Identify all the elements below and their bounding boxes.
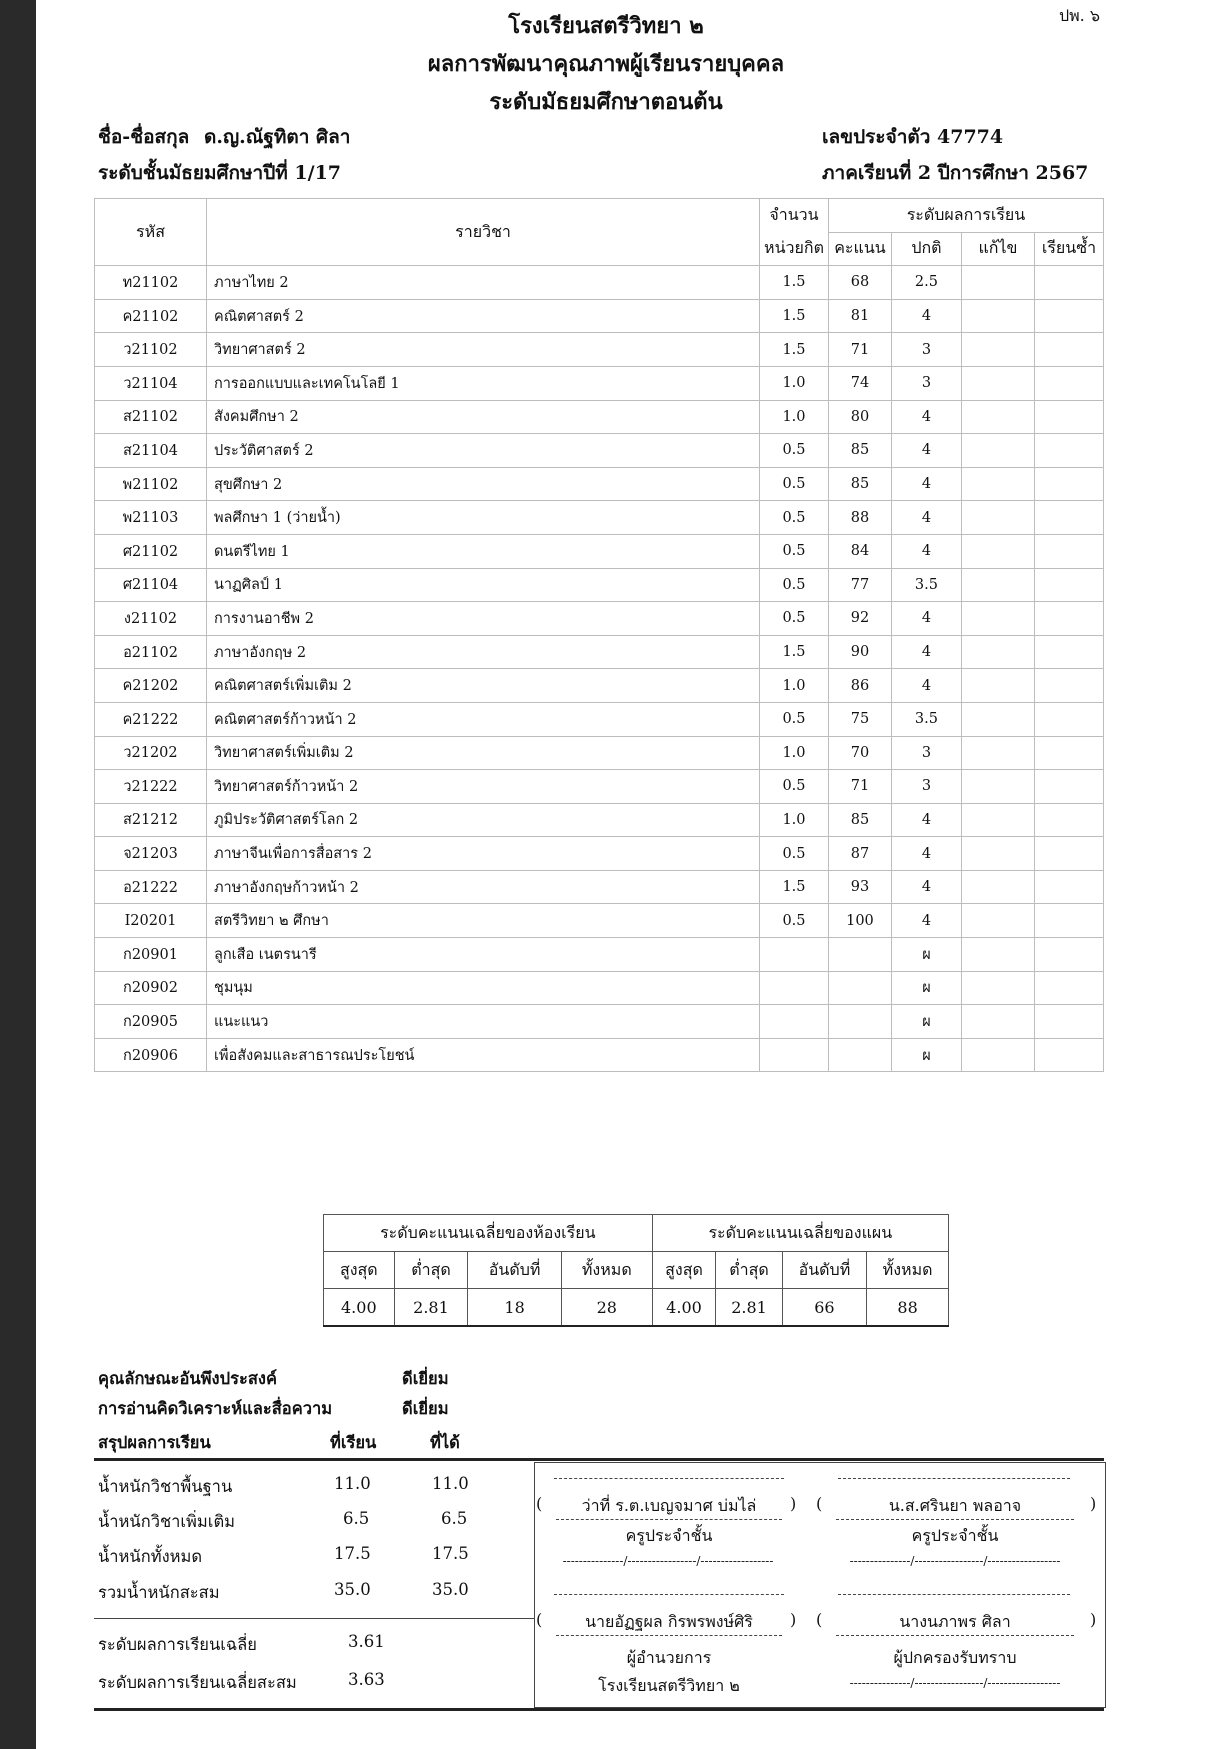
table-row [95, 837, 1104, 871]
subject-score: 77 [828, 568, 891, 602]
subject-code: ก20905 [95, 1005, 207, 1039]
cgpa-value: 3.63 [348, 1670, 385, 1689]
subject-fix [961, 669, 1034, 703]
table-row [95, 770, 1104, 804]
subject-fix [961, 366, 1034, 400]
subject-repeat [1034, 803, 1103, 837]
program-total-value: 88 [867, 1289, 949, 1327]
subject-name: วิทยาศาสตร์ 2 [207, 333, 760, 367]
table-row [95, 904, 1104, 938]
summary-studied-header: ที่เรียน [330, 1433, 377, 1452]
teacher1-paren-open: ( [536, 1494, 543, 1513]
subject-credits: 0.5 [760, 501, 829, 535]
subject-code: ก20901 [95, 938, 207, 972]
subject-score: 85 [828, 467, 891, 501]
subject-name: คณิตศาสตร์เพิ่มเติม 2 [207, 669, 760, 703]
reading-attr-value: ดีเยี่ยม [402, 1399, 449, 1418]
subject-fix [961, 702, 1034, 736]
subject-grade: 3 [891, 770, 961, 804]
program-max-header: สูงสุด [652, 1252, 716, 1289]
parent-role: ผู้ปกครองรับทราบ [893, 1648, 1017, 1667]
subject-code: พ21102 [95, 467, 207, 501]
subject-repeat [1034, 266, 1103, 300]
class-total-header: ทั้งหมด [561, 1252, 652, 1289]
subject-fix [961, 434, 1034, 468]
subject-credits: 1.0 [760, 736, 829, 770]
subject-repeat [1034, 635, 1103, 669]
subject-credits: 0.5 [760, 702, 829, 736]
table-row [95, 467, 1104, 501]
subject-repeat [1034, 602, 1103, 636]
subject-code: ศ21102 [95, 534, 207, 568]
subject-grade: 4 [891, 299, 961, 333]
subject-fix [961, 467, 1034, 501]
subject-fix [961, 400, 1034, 434]
subject-grade: 4 [891, 534, 961, 568]
col-repeat-header: เรียนซ้ำ [1034, 232, 1103, 266]
subject-score: 87 [828, 837, 891, 871]
subject-name: วิทยาศาสตร์เพิ่มเติม 2 [207, 736, 760, 770]
table-row [95, 971, 1104, 1005]
summary-basic-label: น้ำหนักวิชาพื้นฐาน [98, 1477, 233, 1496]
subject-fix [961, 333, 1034, 367]
col-score-header: คะแนน [828, 232, 891, 266]
subject-name: ภาษาอังกฤษก้าวหน้า 2 [207, 870, 760, 904]
subject-grade: 4 [891, 635, 961, 669]
summary-extra-earned: 6.5 [441, 1509, 468, 1528]
director-org: โรงเรียนสตรีวิทยา ๒ [598, 1676, 740, 1695]
name-label: ชื่อ-ชื่อสกุล [98, 126, 190, 148]
subject-score: 85 [828, 434, 891, 468]
subject-credits: 1.0 [760, 400, 829, 434]
subject-grade: ผ [891, 938, 961, 972]
subject-code: ส21212 [95, 803, 207, 837]
subject-repeat [1034, 467, 1103, 501]
subject-grade: ผ [891, 1005, 961, 1039]
summary-divider [94, 1458, 1104, 1461]
subject-grade: 4 [891, 870, 961, 904]
subject-credits: 0.5 [760, 904, 829, 938]
subject-credits: 1.0 [760, 669, 829, 703]
subject-repeat [1034, 400, 1103, 434]
subject-score [828, 1005, 891, 1039]
summary-label: สรุปผลการเรียน [98, 1433, 211, 1452]
sig-line-parent [838, 1594, 1070, 1595]
summary-extra-studied: 6.5 [343, 1509, 370, 1528]
col-normal-header: ปกติ [891, 232, 961, 266]
subject-fix [961, 534, 1034, 568]
program-gpa-header: ระดับคะแนนเฉลี่ยของแผน [652, 1215, 948, 1252]
class-gpa-header: ระดับคะแนนเฉลี่ยของห้องเรียน [324, 1215, 653, 1252]
subject-repeat [1034, 702, 1103, 736]
subject-score: 68 [828, 266, 891, 300]
subject-repeat [1034, 837, 1103, 871]
subject-name: ลูกเสือ เนตรนารี [207, 938, 760, 972]
subject-score: 86 [828, 669, 891, 703]
class-total-value: 28 [561, 1289, 652, 1327]
grades-table [94, 198, 1104, 1072]
subject-credits: 0.5 [760, 602, 829, 636]
subject-fix [961, 971, 1034, 1005]
subject-credits: 1.0 [760, 803, 829, 837]
subject-code: ค21102 [95, 299, 207, 333]
subject-credits [760, 1038, 829, 1072]
gpa-label: ระดับผลการเรียนเฉลี่ย [98, 1635, 257, 1654]
subject-repeat [1034, 501, 1103, 535]
subject-score: 71 [828, 770, 891, 804]
table-row [95, 400, 1104, 434]
subject-grade: 4 [891, 434, 961, 468]
subject-name: คณิตศาสตร์ 2 [207, 299, 760, 333]
subject-grade: 4 [891, 467, 961, 501]
subject-name: นาฏศิลป์ 1 [207, 568, 760, 602]
subject-grade: 3 [891, 736, 961, 770]
gpa-table [323, 1214, 949, 1327]
teacher2-name: น.ส.ศรินยา พลอาจ [836, 1494, 1074, 1520]
subject-fix [961, 501, 1034, 535]
form-code: ปพ. ๖ [1058, 6, 1100, 25]
subject-credits: 1.0 [760, 366, 829, 400]
subject-code: ค21202 [95, 669, 207, 703]
program-total-header: ทั้งหมด [867, 1252, 949, 1289]
subject-repeat [1034, 938, 1103, 972]
student-id: เลขประจำตัว 47774 [822, 126, 1004, 148]
desired-attr-label: คุณลักษณะอันพึงประสงค์ [98, 1369, 277, 1388]
col-code-header: รหัส [95, 199, 207, 266]
subject-name: ประวัติศาสตร์ 2 [207, 434, 760, 468]
table-row [95, 333, 1104, 367]
class-rank-value: 18 [468, 1289, 562, 1327]
term-year: ภาคเรียนที่ 2 ปีการศึกษา 2567 [822, 162, 1089, 184]
subject-score: 88 [828, 501, 891, 535]
director-name: นายอัฏฐผล กิรพรพงษ์ศิริ [556, 1610, 782, 1636]
parent-paren-open: ( [816, 1610, 823, 1629]
student-name: ด.ญ.ณัฐทิตา ศิลา [204, 126, 351, 148]
col-fix-header: แก้ไข [961, 232, 1034, 266]
subject-credits: 1.5 [760, 870, 829, 904]
sig-line-director [554, 1594, 784, 1595]
teacher2-paren-close: ) [1090, 1494, 1097, 1513]
subject-repeat [1034, 534, 1103, 568]
program-rank-value: 66 [782, 1289, 866, 1327]
director-role: ผู้อำนวยการ [626, 1648, 712, 1667]
subject-credits: 0.5 [760, 434, 829, 468]
subject-code: ศ21104 [95, 568, 207, 602]
bottom-rule [94, 1708, 1104, 1711]
subject-score: 80 [828, 400, 891, 434]
subject-credits: 1.5 [760, 266, 829, 300]
subject-code: ว21202 [95, 736, 207, 770]
subject-name: การออกแบบและเทคโนโลยี 1 [207, 366, 760, 400]
subject-repeat [1034, 333, 1103, 367]
subject-credits: 0.5 [760, 534, 829, 568]
gpa-value: 3.61 [348, 1632, 385, 1651]
subject-name: วิทยาศาสตร์ก้าวหน้า 2 [207, 770, 760, 804]
subject-grade: 4 [891, 803, 961, 837]
summary-cumulative-earned: 35.0 [432, 1580, 469, 1599]
subject-credits [760, 971, 829, 1005]
subject-credits: 1.5 [760, 635, 829, 669]
program-min-value: 2.81 [716, 1289, 782, 1327]
program-min-header: ต่ำสุด [716, 1252, 782, 1289]
table-row [95, 568, 1104, 602]
subject-code: ค21222 [95, 702, 207, 736]
table-row [95, 1005, 1104, 1039]
subject-name: คณิตศาสตร์ก้าวหน้า 2 [207, 702, 760, 736]
summary-gpa-divider [94, 1618, 534, 1619]
subject-fix [961, 938, 1034, 972]
subject-fix [961, 736, 1034, 770]
subject-score [828, 938, 891, 972]
subject-repeat [1034, 770, 1103, 804]
subject-repeat [1034, 366, 1103, 400]
class-min-value: 2.81 [394, 1289, 468, 1327]
subject-credits: 0.5 [760, 837, 829, 871]
subject-name: ชุมนุม [207, 971, 760, 1005]
subject-score: 85 [828, 803, 891, 837]
school-name: โรงเรียนสตรีวิทยา ๒ [508, 13, 704, 39]
subject-fix [961, 770, 1034, 804]
subject-grade: 4 [891, 400, 961, 434]
teacher2-paren-open: ( [816, 1494, 823, 1513]
subject-grade: 4 [891, 602, 961, 636]
table-row [95, 803, 1104, 837]
subject-fix [961, 837, 1034, 871]
table-row [95, 434, 1104, 468]
teacher1-date-line: ---------------/-----------------/------------------ [562, 1554, 774, 1568]
subject-code: พ21103 [95, 501, 207, 535]
level-title: ระดับมัธยมศึกษาตอนต้น [489, 89, 723, 115]
subject-name: พลศึกษา 1 (ว่ายน้ำ) [207, 501, 760, 535]
subject-grade: 4 [891, 669, 961, 703]
subject-score: 81 [828, 299, 891, 333]
grade-rows [95, 266, 1104, 1072]
parent-name: นางนภาพร ศิลา [836, 1610, 1074, 1636]
subject-repeat [1034, 971, 1103, 1005]
summary-basic-studied: 11.0 [334, 1474, 371, 1493]
left-edge-bar [0, 0, 36, 1749]
subject-code: ง21102 [95, 602, 207, 636]
subject-fix [961, 803, 1034, 837]
table-row [95, 669, 1104, 703]
subject-credits: 1.5 [760, 333, 829, 367]
subject-grade: 2.5 [891, 266, 961, 300]
teacher1-paren-close: ) [790, 1494, 797, 1513]
subject-repeat [1034, 870, 1103, 904]
teacher2-role: ครูประจำชั้น [911, 1526, 999, 1545]
subject-score: 71 [828, 333, 891, 367]
subject-name: สตรีวิทยา ๒ ศึกษา [207, 904, 760, 938]
subject-name: ดนตรีไทย 1 [207, 534, 760, 568]
table-row [95, 534, 1104, 568]
subject-fix [961, 602, 1034, 636]
subject-repeat [1034, 1005, 1103, 1039]
teacher2-date-line: ---------------/-----------------/------------------ [849, 1554, 1061, 1568]
subject-repeat [1034, 669, 1103, 703]
parent-date-line: ---------------/-----------------/------------------ [849, 1676, 1061, 1690]
col-result-header: ระดับผลการเรียน [828, 199, 1103, 233]
subject-name: ภูมิประวัติศาสตร์โลก 2 [207, 803, 760, 837]
subject-grade: 4 [891, 837, 961, 871]
subject-score: 84 [828, 534, 891, 568]
subject-grade: 3 [891, 333, 961, 367]
subject-score: 75 [828, 702, 891, 736]
subject-grade: 3.5 [891, 702, 961, 736]
subject-code: ว21104 [95, 366, 207, 400]
subject-code: ท21102 [95, 266, 207, 300]
subject-code: จ21203 [95, 837, 207, 871]
table-row [95, 635, 1104, 669]
sig-line-teacher1 [554, 1478, 784, 1479]
subject-credits: 0.5 [760, 568, 829, 602]
report-title: ผลการพัฒนาคุณภาพผู้เรียนรายบุคคล [427, 51, 785, 77]
class-level: ระดับชั้นมัธยมศึกษาปีที่ 1/17 [98, 162, 342, 184]
subject-repeat [1034, 434, 1103, 468]
table-row [95, 266, 1104, 300]
sig-line-teacher2 [838, 1478, 1070, 1479]
table-row [95, 870, 1104, 904]
summary-earned-header: ที่ได้ [430, 1433, 460, 1452]
table-row [95, 702, 1104, 736]
subject-score: 74 [828, 366, 891, 400]
subject-code: I20201 [95, 904, 207, 938]
subject-fix [961, 1005, 1034, 1039]
summary-basic-earned: 11.0 [432, 1474, 469, 1493]
table-row [95, 602, 1104, 636]
subject-fix [961, 904, 1034, 938]
subject-name: สุขศึกษา 2 [207, 467, 760, 501]
table-row [95, 366, 1104, 400]
subject-score [828, 1038, 891, 1072]
col-credits-header-2: หน่วยกิต [760, 232, 829, 266]
class-rank-header: อันดับที่ [468, 1252, 562, 1289]
subject-grade: ผ [891, 971, 961, 1005]
subject-repeat [1034, 568, 1103, 602]
subject-fix [961, 568, 1034, 602]
subject-fix [961, 870, 1034, 904]
subject-credits: 0.5 [760, 770, 829, 804]
subject-grade: ผ [891, 1038, 961, 1072]
subject-score [828, 971, 891, 1005]
summary-extra-label: น้ำหนักวิชาเพิ่มเติม [98, 1512, 236, 1531]
summary-total-studied: 17.5 [334, 1544, 371, 1563]
subject-code: ก20902 [95, 971, 207, 1005]
subject-name: การงานอาชีพ 2 [207, 602, 760, 636]
subject-fix [961, 299, 1034, 333]
subject-name: ภาษาจีนเพื่อการสื่อสาร 2 [207, 837, 760, 871]
class-min-header: ต่ำสุด [394, 1252, 468, 1289]
parent-paren-close: ) [1090, 1610, 1097, 1629]
class-max-value: 4.00 [324, 1289, 395, 1327]
class-max-header: สูงสุด [324, 1252, 395, 1289]
subject-repeat [1034, 299, 1103, 333]
subject-code: ส21102 [95, 400, 207, 434]
subject-name: ภาษาไทย 2 [207, 266, 760, 300]
subject-fix [961, 1038, 1034, 1072]
subject-score: 93 [828, 870, 891, 904]
subject-repeat [1034, 1038, 1103, 1072]
subject-name: เพื่อสังคมและสาธารณประโยชน์ [207, 1038, 760, 1072]
program-rank-header: อันดับที่ [782, 1252, 866, 1289]
subject-credits [760, 938, 829, 972]
subject-name: แนะแนว [207, 1005, 760, 1039]
subject-grade: 3 [891, 366, 961, 400]
teacher1-role: ครูประจำชั้น [625, 1526, 713, 1545]
subject-score: 100 [828, 904, 891, 938]
subject-repeat [1034, 736, 1103, 770]
table-row [95, 938, 1104, 972]
director-paren-open: ( [536, 1610, 543, 1629]
table-row [95, 736, 1104, 770]
subject-fix [961, 266, 1034, 300]
summary-total-earned: 17.5 [432, 1544, 469, 1563]
subject-fix [961, 635, 1034, 669]
col-subject-header: รายวิชา [207, 199, 760, 266]
subject-score: 90 [828, 635, 891, 669]
table-row [95, 501, 1104, 535]
subject-grade: 3.5 [891, 568, 961, 602]
subject-credits: 0.5 [760, 467, 829, 501]
program-max-value: 4.00 [652, 1289, 716, 1327]
desired-attr-value: ดีเยี่ยม [402, 1369, 449, 1388]
reading-attr-label: การอ่านคิดวิเคราะห์และสื่อความ [98, 1399, 333, 1418]
subject-repeat [1034, 904, 1103, 938]
subject-code: อ21222 [95, 870, 207, 904]
subject-code: ว21102 [95, 333, 207, 367]
subject-credits [760, 1005, 829, 1039]
subject-code: ก20906 [95, 1038, 207, 1072]
subject-grade: 4 [891, 501, 961, 535]
subject-grade: 4 [891, 904, 961, 938]
summary-cumulative-studied: 35.0 [334, 1580, 371, 1599]
teacher1-name: ว่าที่ ร.ต.เบญจมาศ บ่มไล่ [556, 1494, 782, 1520]
cgpa-label: ระดับผลการเรียนเฉลี่ยสะสม [98, 1673, 297, 1692]
summary-cumulative-label: รวมน้ำหนักสะสม [98, 1583, 220, 1602]
subject-name: ภาษาอังกฤษ 2 [207, 635, 760, 669]
subject-score: 70 [828, 736, 891, 770]
subject-score: 92 [828, 602, 891, 636]
subject-code: อ21102 [95, 635, 207, 669]
subject-credits: 1.5 [760, 299, 829, 333]
table-row [95, 1038, 1104, 1072]
subject-name: สังคมศึกษา 2 [207, 400, 760, 434]
subject-code: ว21222 [95, 770, 207, 804]
col-credits-header: จำนวน [760, 199, 829, 233]
summary-total-label: น้ำหนักทั้งหมด [98, 1547, 203, 1566]
table-row [95, 299, 1104, 333]
subject-code: ส21104 [95, 434, 207, 468]
director-paren-close: ) [790, 1610, 797, 1629]
